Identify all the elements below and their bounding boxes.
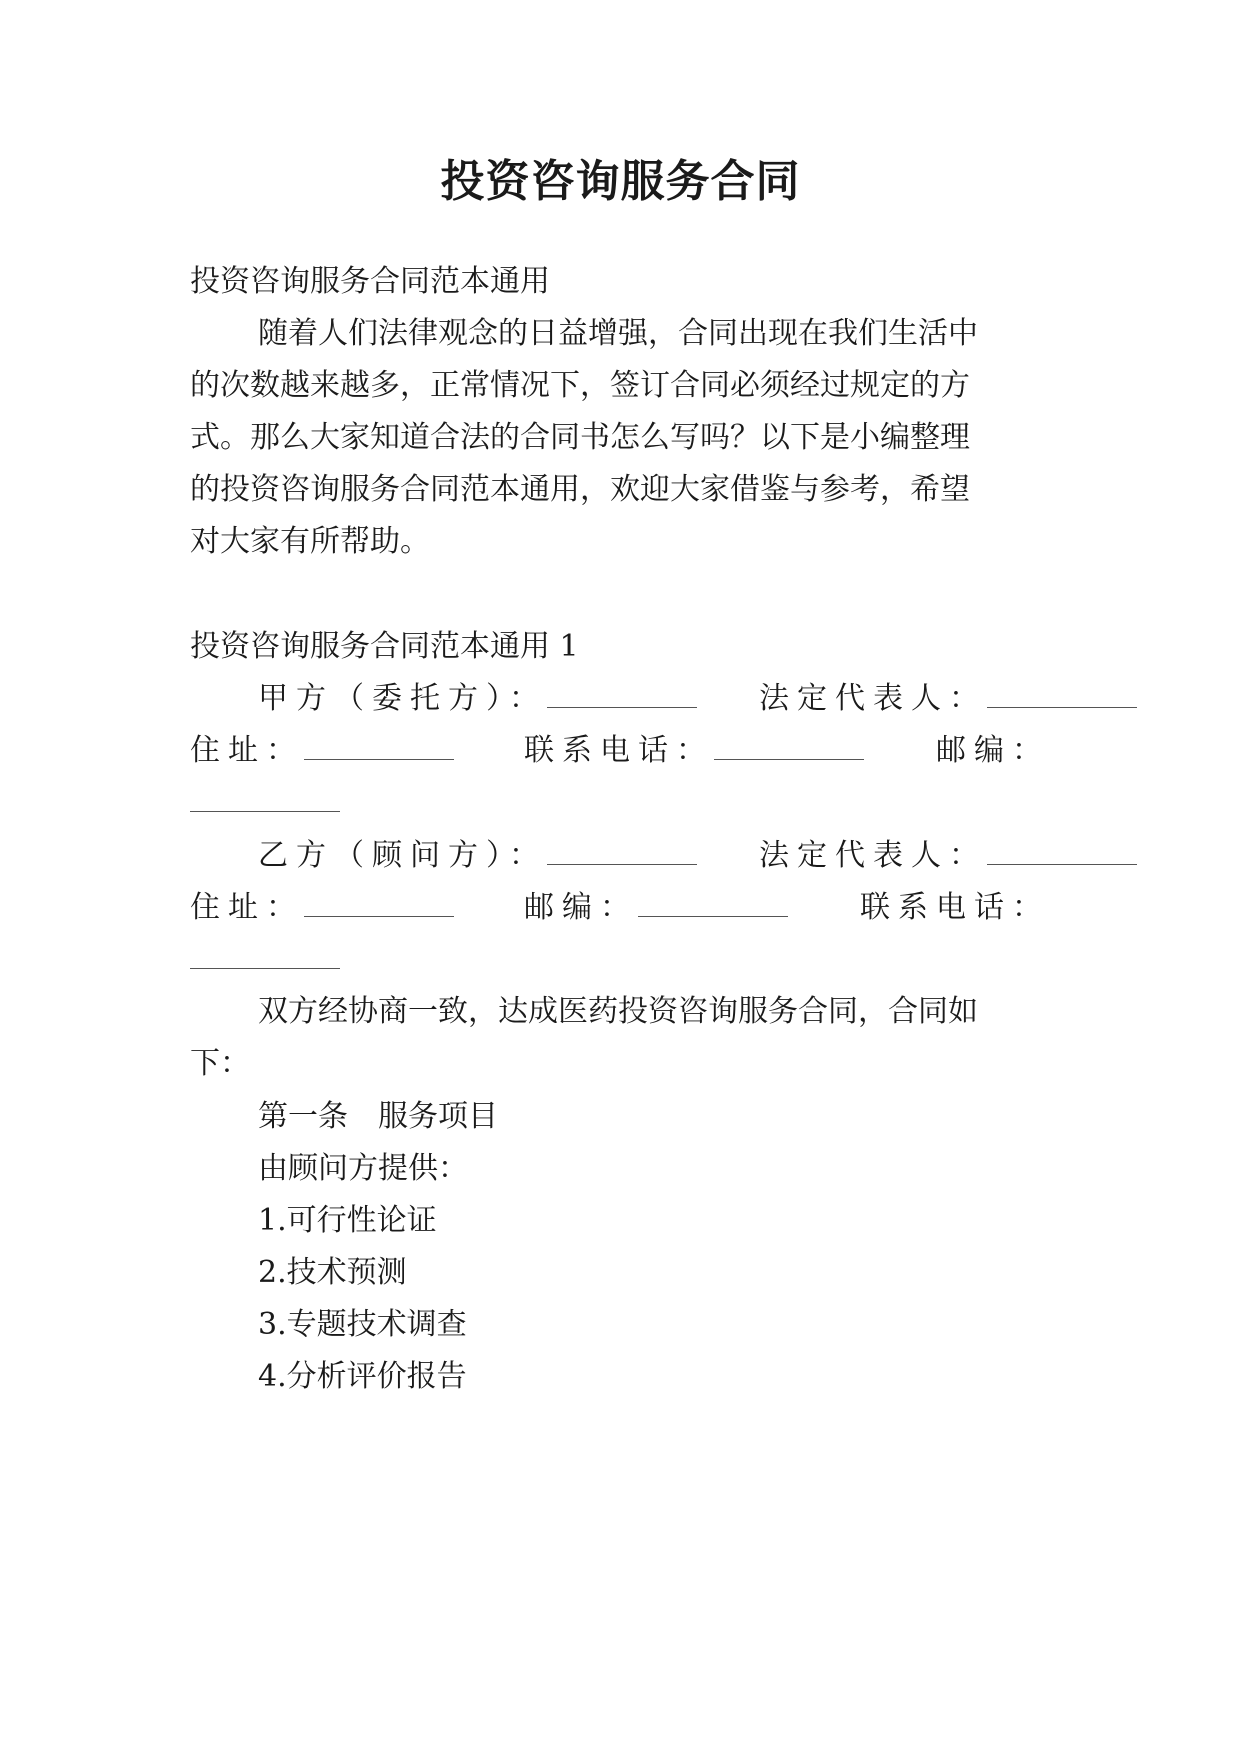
party-b-label: 乙方（顾问方）： [258, 838, 547, 873]
intro-line-1: 随着人们法律观念的日益增强，合同出现在我们生活中 [258, 316, 978, 351]
party-a-rep-label: 法定代表人： [759, 681, 987, 716]
article-1-item-3: 3.专题技术调查 [258, 1307, 467, 1342]
intro-line-3: 式。那么大家知道合法的合同书怎么写吗？以下是小编整理 [190, 420, 970, 455]
party-a-postcode-row [190, 783, 1060, 823]
party-a-address-label: 住址： [190, 733, 304, 768]
article-1-provided-by: 由顾问方提供： [258, 1151, 468, 1186]
party-b-postcode-blank [638, 890, 788, 917]
agreement-line-1: 双方经协商一致，达成医药投资咨询服务合同，合同如 [258, 994, 978, 1029]
party-a-postcode-label: 邮编： [936, 733, 1050, 768]
party-b-rep-label: 法定代表人： [759, 838, 987, 873]
party-b-name-blank [547, 838, 697, 865]
agreement-line-2: 下： [190, 1046, 250, 1081]
party-a-row [258, 679, 1060, 719]
intro-line-2: 的次数越来越多，正常情况下，签订合同必须经过规定的方 [190, 368, 970, 403]
article-1-item-4: 4.分析评价报告 [258, 1359, 467, 1394]
intro-line-5: 对大家有所帮助。 [190, 524, 430, 559]
document-title: 投资咨询服务合同 [440, 156, 801, 207]
party-b-rep-blank [987, 838, 1137, 865]
party-b-row [258, 836, 1060, 876]
article-1-heading: 第一条 服务项目 [258, 1099, 498, 1134]
party-b-phone-blank [190, 942, 340, 969]
party-b-phone-row [190, 940, 1060, 980]
party-a-contact-row [190, 731, 1060, 771]
intro-line-4: 的投资咨询服务合同范本通用，欢迎大家借鉴与参考，希望 [190, 472, 970, 507]
party-b-postcode-label: 邮编： [524, 890, 638, 925]
party-a-address-blank [304, 733, 454, 760]
party-b-address-blank [304, 890, 454, 917]
party-a-phone-blank [714, 733, 864, 760]
article-1-item-1: 1.可行性论证 [258, 1203, 437, 1238]
party-a-phone-label: 联系电话： [524, 733, 714, 768]
party-a-name-blank [547, 681, 697, 708]
party-b-contact-row [190, 888, 1060, 928]
party-a-postcode-blank [190, 785, 340, 812]
party-b-address-label: 住址： [190, 890, 304, 925]
party-a-rep-blank [987, 681, 1137, 708]
party-b-phone-label: 联系电话： [860, 890, 1050, 925]
section-heading: 投资咨询服务合同范本通用 1 [190, 629, 579, 664]
party-a-label: 甲方（委托方）： [258, 681, 547, 716]
document-subtitle: 投资咨询服务合同范本通用 [190, 264, 550, 299]
article-1-item-2: 2.技术预测 [258, 1255, 407, 1290]
